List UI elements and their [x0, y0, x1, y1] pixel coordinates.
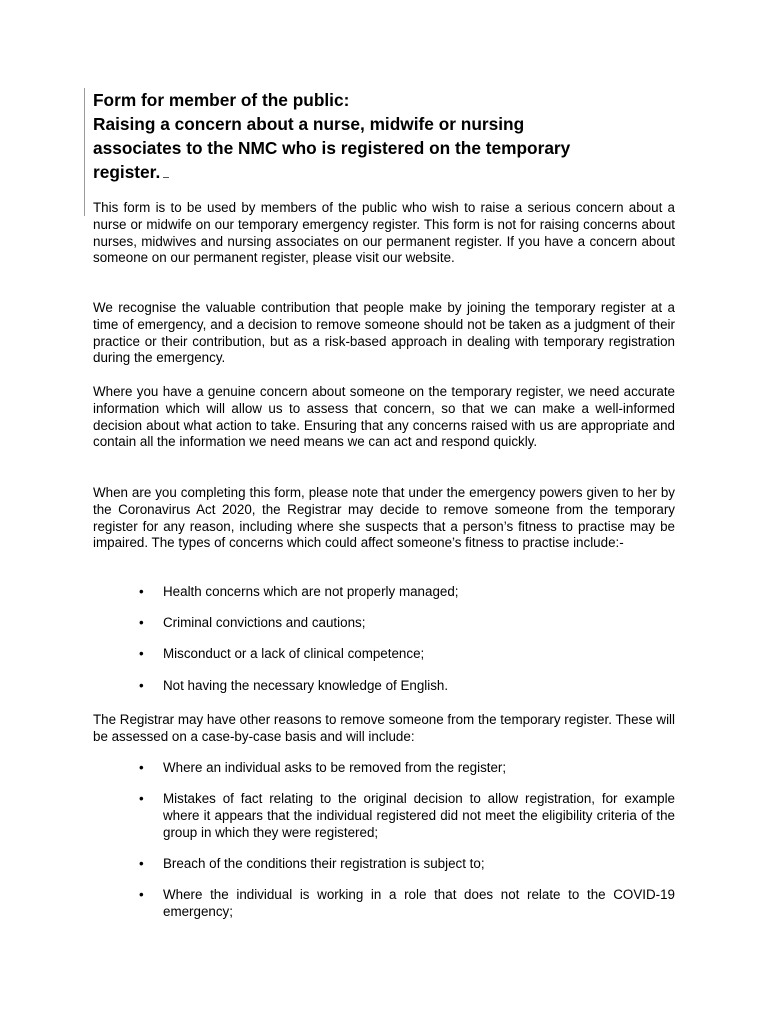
- list-item: [137, 615, 675, 632]
- list-item: [137, 760, 675, 777]
- list-item: [137, 584, 675, 601]
- list-item-text: Mistakes of fact relating to the original decision to allow registration, for example where it appears that the individual registered did not meet the eligibility criteria of the group in which they were registered;: [163, 791, 675, 840]
- heading-line-2: Raising a concern about a nurse, midwife or nursing: [93, 114, 525, 134]
- heading-line-4: register.: [93, 162, 161, 182]
- bullet-icon: •: [139, 855, 144, 871]
- bullet-icon: •: [139, 887, 144, 903]
- list-item-text: Where the individual is working in a role that does not relate to the COVID-19 emergency;: [163, 887, 675, 919]
- list-item-text: Not having the necessary knowledge of English.: [163, 677, 449, 693]
- list-item: [137, 791, 675, 841]
- list-item-text: Where an individual asks to be removed from the register;: [163, 760, 507, 775]
- heading-line-3: associates to the NMC who is registered on the temporary: [93, 138, 571, 158]
- form-heading: [93, 88, 675, 184]
- bullet-icon: •: [139, 646, 144, 662]
- bullet-icon: •: [139, 584, 144, 599]
- concern-types-list: [137, 584, 675, 709]
- intro-paragraph: This form is to be used by members of the public who wish to raise a serious concern about a nurse or midwife on our temporary emergency register. This form is not for raising concerns about nurses, midwives and nursing associates on our permanent register. If you have a concern about someone on our permanent register, please visit our website.: [93, 200, 675, 266]
- margin-change-bar: [84, 88, 85, 216]
- genuine-concern-paragraph: Where you have a genuine concern about someone on the temporary register, we need accurate information which will allow us to assess that concern, so that we can make a well-informed decision about what action to take. Ensuring that any concerns raised with us are appropriate and contain all the information we need means we can act and respond quickly.: [93, 384, 675, 450]
- list-item: [137, 887, 675, 921]
- list-item: [137, 678, 675, 695]
- list-item-text: Criminal convictions and cautions;: [163, 615, 366, 631]
- document-page: [93, 88, 675, 919]
- list-item: [137, 646, 675, 663]
- bullet-icon: •: [139, 791, 144, 807]
- text-cursor-mark: [163, 177, 169, 178]
- bullet-icon: •: [139, 760, 144, 775]
- recognise-paragraph: We recognise the valuable contribution that people make by joining the temporary register at a time of emergency, and a decision to remove someone should not be taken as a judgment of their practice or their contribution, but as a risk-based approach in dealing with temporary registration during the emergency.: [93, 300, 675, 366]
- bullet-icon: •: [139, 615, 144, 631]
- completing-form-paragraph: When are you completing this form, please note that under the emergency powers given to her by the Coronavirus Act 2020, the Registrar may decide to remove someone from the temporary register for any reason, including where she suspects that a person’s fitness to practise may be impaired. The types of concerns which could affect someone’s fitness to practise include:-: [93, 485, 675, 551]
- removal-reasons-list: [137, 760, 675, 935]
- bullet-icon: •: [139, 677, 144, 693]
- heading-line-1: Form for member of the public:: [93, 90, 350, 110]
- list-item-text: Misconduct or a lack of clinical competence;: [163, 646, 425, 662]
- list-item-text: Health concerns which are not properly managed;: [163, 584, 459, 599]
- list-item: [137, 856, 675, 873]
- other-reasons-paragraph: The Registrar may have other reasons to remove someone from the temporary register. These will be assessed on a case-by-case basis and will include:: [93, 712, 675, 744]
- list-item-text: Breach of the conditions their registration is subject to;: [163, 855, 485, 871]
